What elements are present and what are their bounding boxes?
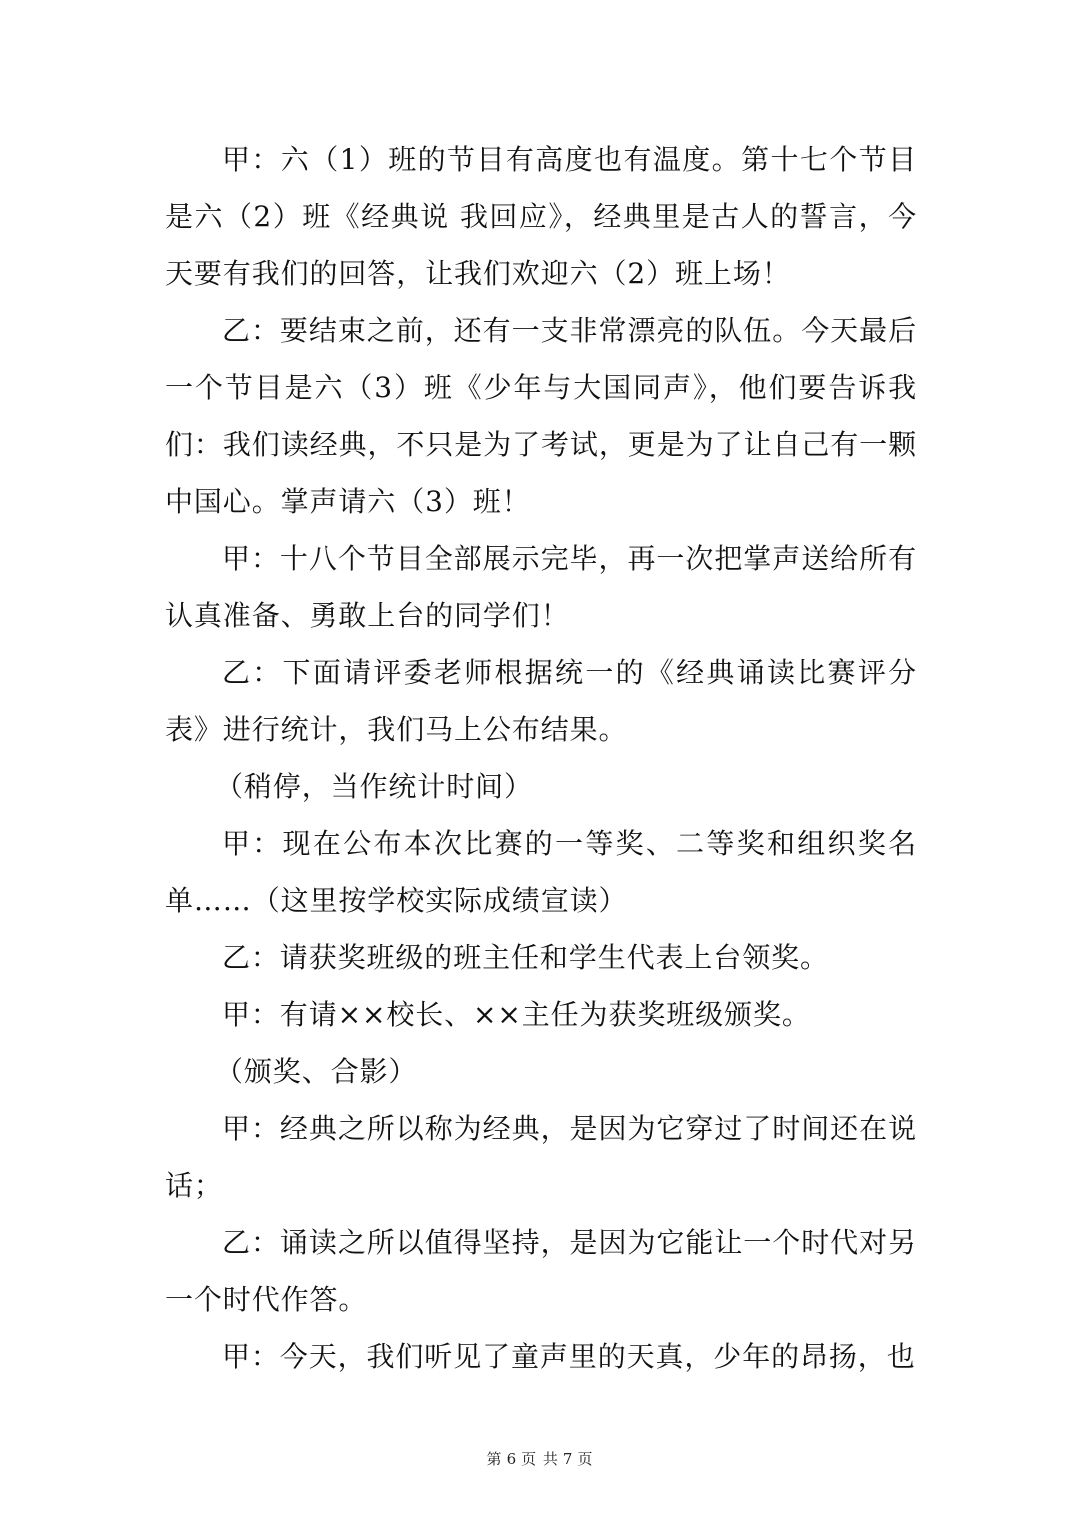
paragraph: 甲：有请××校长、××主任为获奖班级颁奖。 (222, 998, 811, 1031)
paragraph: 甲：现在公布本次比赛的一等奖、二等奖和组织奖名单……（这里按学校实际成绩宣读） (165, 827, 917, 917)
footer-page-number: 6 (506, 1450, 518, 1468)
stage-direction: （颁奖、合影） (215, 1055, 418, 1088)
paragraph: 乙：下面请评委老师根据统一的《经典诵读比赛评分表》进行统计，我们马上公布结果。 (165, 656, 917, 746)
footer-prefix: 第 (486, 1450, 503, 1468)
paragraph: 甲：今天，我们听见了童声里的天真，少年的昂扬，也 (222, 1340, 916, 1373)
footer-suffix: 页 (577, 1450, 594, 1468)
footer-total-pages: 7 (562, 1450, 574, 1468)
paragraph: 乙：请获奖班级的班主任和学生代表上台领奖。 (222, 941, 829, 974)
page-footer (0, 1448, 1080, 1469)
paragraph: 甲：十八个节目全部展示完毕，再一次把掌声送给所有认真准备、勇敢上台的同学们！ (165, 542, 917, 632)
paragraph: 甲：经典之所以称为经典，是因为它穿过了时间还在说话； (165, 1112, 917, 1202)
paragraph: 乙：诵读之所以值得坚持，是因为它能让一个时代对另一个时代作答。 (165, 1226, 917, 1316)
stage-direction: （稍停，当作统计时间） (215, 770, 533, 803)
footer-middle: 页 共 (521, 1450, 559, 1468)
paragraph: 甲：六（1）班的节目有高度也有温度。第十七个节目是六（2）班《经典说 我回应》，经典里是古人的誓言，今天要有我们的回答，让我们欢迎六（2）班上场！ (165, 143, 917, 290)
paragraph: 乙：要结束之前，还有一支非常漂亮的队伍。今天最后一个节目是六（3）班《少年与大国同声》，他们要告诉我们：我们读经典，不只是为了考试，更是为了让自己有一颗中国心。掌声请六（3）班！ (165, 314, 917, 518)
document-body (165, 131, 917, 1385)
